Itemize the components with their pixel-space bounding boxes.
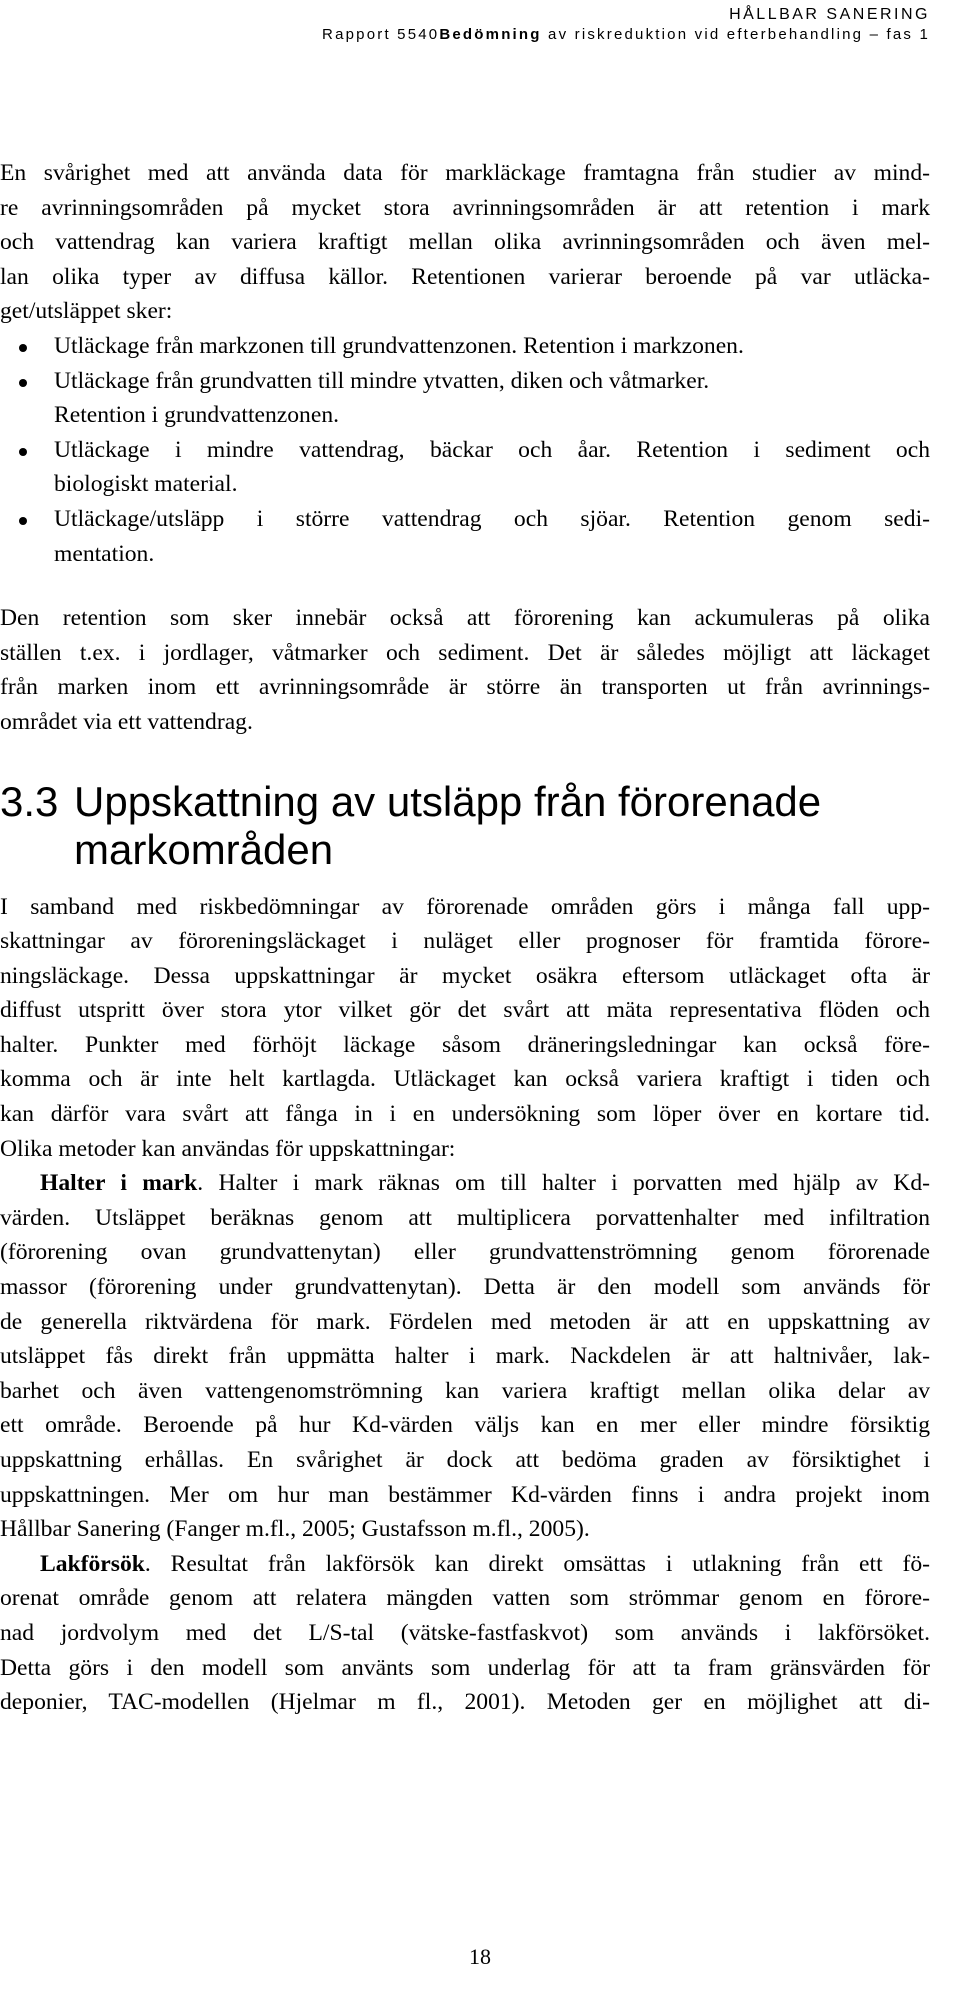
text-line: Den retention som sker innebär också att förorening kan ackumuleras på olika (0, 605, 930, 632)
text-line: och vattendrag kan variera kraftigt mellan olika avrinningsområden och även mel- (0, 229, 930, 256)
list-item-line: Utläckage från markzonen till grundvattenzonen. Retention i markzonen. (54, 332, 744, 359)
text-line: ställen t.ex. i jordlager, våtmarker och sediment. Det är således möjligt att läckaget (0, 639, 930, 666)
text-line: de generella riktvärdena för mark. Fördelen med metoden är att en uppskattning av (0, 1308, 930, 1335)
text-line: ett område. Beroende på hur Kd-värden väljs kan en mer eller mindre försiktig (0, 1412, 930, 1439)
lakforsok-paragraph (0, 1547, 930, 1720)
list-item-line: Utläckage i mindre vattendrag, bäckar och åar. Retention i sediment och (54, 436, 930, 463)
text-line: nad jordvolym med det L/S-tal (vätske-fastfaskvot) som används i lakförsöket. (0, 1619, 930, 1646)
list-item (0, 329, 930, 364)
body-paragraph (0, 890, 930, 1167)
text-line: get/utsläppet sker: (0, 298, 173, 325)
text-line: kan därför vara svårt att fånga in i en undersökning som löper över en kortare tid. (0, 1101, 930, 1128)
list-item-line: Utläckage/utsläpp i större vattendrag och sjöar. Retention genom sedi- (54, 505, 930, 532)
text-line: utsläppet fås direkt från uppmätta halter i mark. Nackdelen är att haltnivåer, lak- (0, 1343, 930, 1370)
lakforsok-first-line: . Resultat från lakförsök kan direkt omsättas i utlakning från ett fö- (144, 1550, 930, 1577)
header-report (322, 26, 930, 43)
text-line: området via ett vattendrag. (0, 708, 253, 735)
page-number: 18 (469, 1944, 491, 1969)
text-line: skattningar av föroreningsläckaget i nuläget eller prognoser för framtida förore- (0, 928, 930, 955)
bullet-icon (19, 344, 27, 352)
text-line: massor (förorening under grundvattenytan). Detta är den modell som används för (0, 1274, 930, 1301)
header-org: HÅLLBAR SANERING (729, 6, 930, 23)
bullet-icon (19, 448, 27, 456)
lakforsok-term: Lakförsök (40, 1550, 145, 1577)
text-line: orenat område genom att relatera mängden vatten som strömmar genom en förore- (0, 1585, 930, 1612)
text-line: uppskattning erhållas. En svårighet är dock att bedöma graden av försiktighet i (0, 1447, 930, 1473)
page-body (0, 156, 930, 1720)
retention-list (0, 329, 930, 571)
halter-term: Halter i mark (40, 1170, 198, 1197)
section-title-line: Uppskattning av utsläpp från förorenade (74, 777, 822, 825)
text-line: re avrinningsområden på mycket stora avrinningsområden är att retention i mark (0, 194, 930, 221)
text-line: värden. Utsläppet beräknas genom att multiplicera porvattenhalter med infiltration (0, 1204, 930, 1231)
section-number: 3.3 (0, 777, 59, 825)
bullet-icon (19, 379, 27, 387)
text-line: I samband med riskbedömningar av förorenade områden görs i många fall upp- (0, 893, 930, 920)
list-item-line: Utläckage från grundvatten till mindre ytvatten, diken och våtmarker. (54, 367, 710, 394)
list-item-line: biologiskt material. (54, 471, 238, 498)
list-item-line: Retention i grundvattenzonen. (54, 402, 340, 429)
text-line (0, 1547, 930, 1582)
text-line: lan olika typer av diffusa källor. Retentionen varierar beroende på var utläcka- (0, 263, 930, 290)
list-item (0, 502, 930, 571)
header-report-title-bold: Bedömning (439, 26, 542, 43)
text-line: deponier, TAC-modellen (Hjelmar m fl., 2001). Metoden ger en möjlighet att di- (0, 1689, 930, 1716)
list-item (0, 433, 930, 502)
section-heading (0, 778, 930, 874)
list-item-line: mentation. (54, 540, 155, 567)
halter-paragraph (0, 1166, 930, 1547)
text-line: från marken inom ett avrinningsområde är större än transporten ut från avrinnings- (0, 674, 930, 701)
text-line: Hållbar Sanering (Fanger m.fl., 2005; Gustafsson m.fl., 2005). (0, 1516, 590, 1543)
text-line: halter. Punkter med förhöjt läckage såsom dräneringsledningar kan också före- (0, 1031, 930, 1058)
header-report-title-rest: av riskreduktion vid efterbehandling – fas 1 (541, 26, 930, 43)
text-line: komma och är inte helt kartlagda. Utläckaget kan också variera kraftigt i tiden och (0, 1066, 930, 1093)
list-item (0, 364, 930, 433)
header-report-prefix: Rapport 5540 (322, 26, 440, 43)
retention-paragraph (0, 601, 930, 739)
text-line: Olika metoder kan användas för uppskattningar: (0, 1135, 456, 1162)
text-line: uppskattningen. Mer om hur man bestämmer Kd-värden finns i andra projekt inom (0, 1481, 930, 1508)
text-line: En svårighet med att använda data för markläckage framtagna från studier av mind- (0, 160, 930, 186)
text-line: Detta görs i den modell som använts som underlag för att ta fram gränsvärden för (0, 1654, 930, 1681)
intro-paragraph (0, 156, 930, 329)
text-line (0, 1166, 930, 1201)
bullet-icon (19, 517, 27, 525)
section-title-line: markområden (74, 825, 334, 873)
text-line: barhet och även vattengenomströmning kan variera kraftigt mellan olika delar av (0, 1377, 930, 1404)
halter-first-line: . Halter i mark räknas om till halter i porvatten med hjälp av Kd- (197, 1170, 930, 1197)
text-line: diffust utspritt över stora ytor vilket gör det svårt att mäta representativa flöden och (0, 997, 930, 1024)
text-line: ningsläckage. Dessa uppskattningar är mycket osäkra eftersom utläckaget ofta är (0, 962, 930, 989)
text-line: (förorening ovan grundvattenytan) eller grundvattenströmning genom förorenade (0, 1239, 930, 1266)
